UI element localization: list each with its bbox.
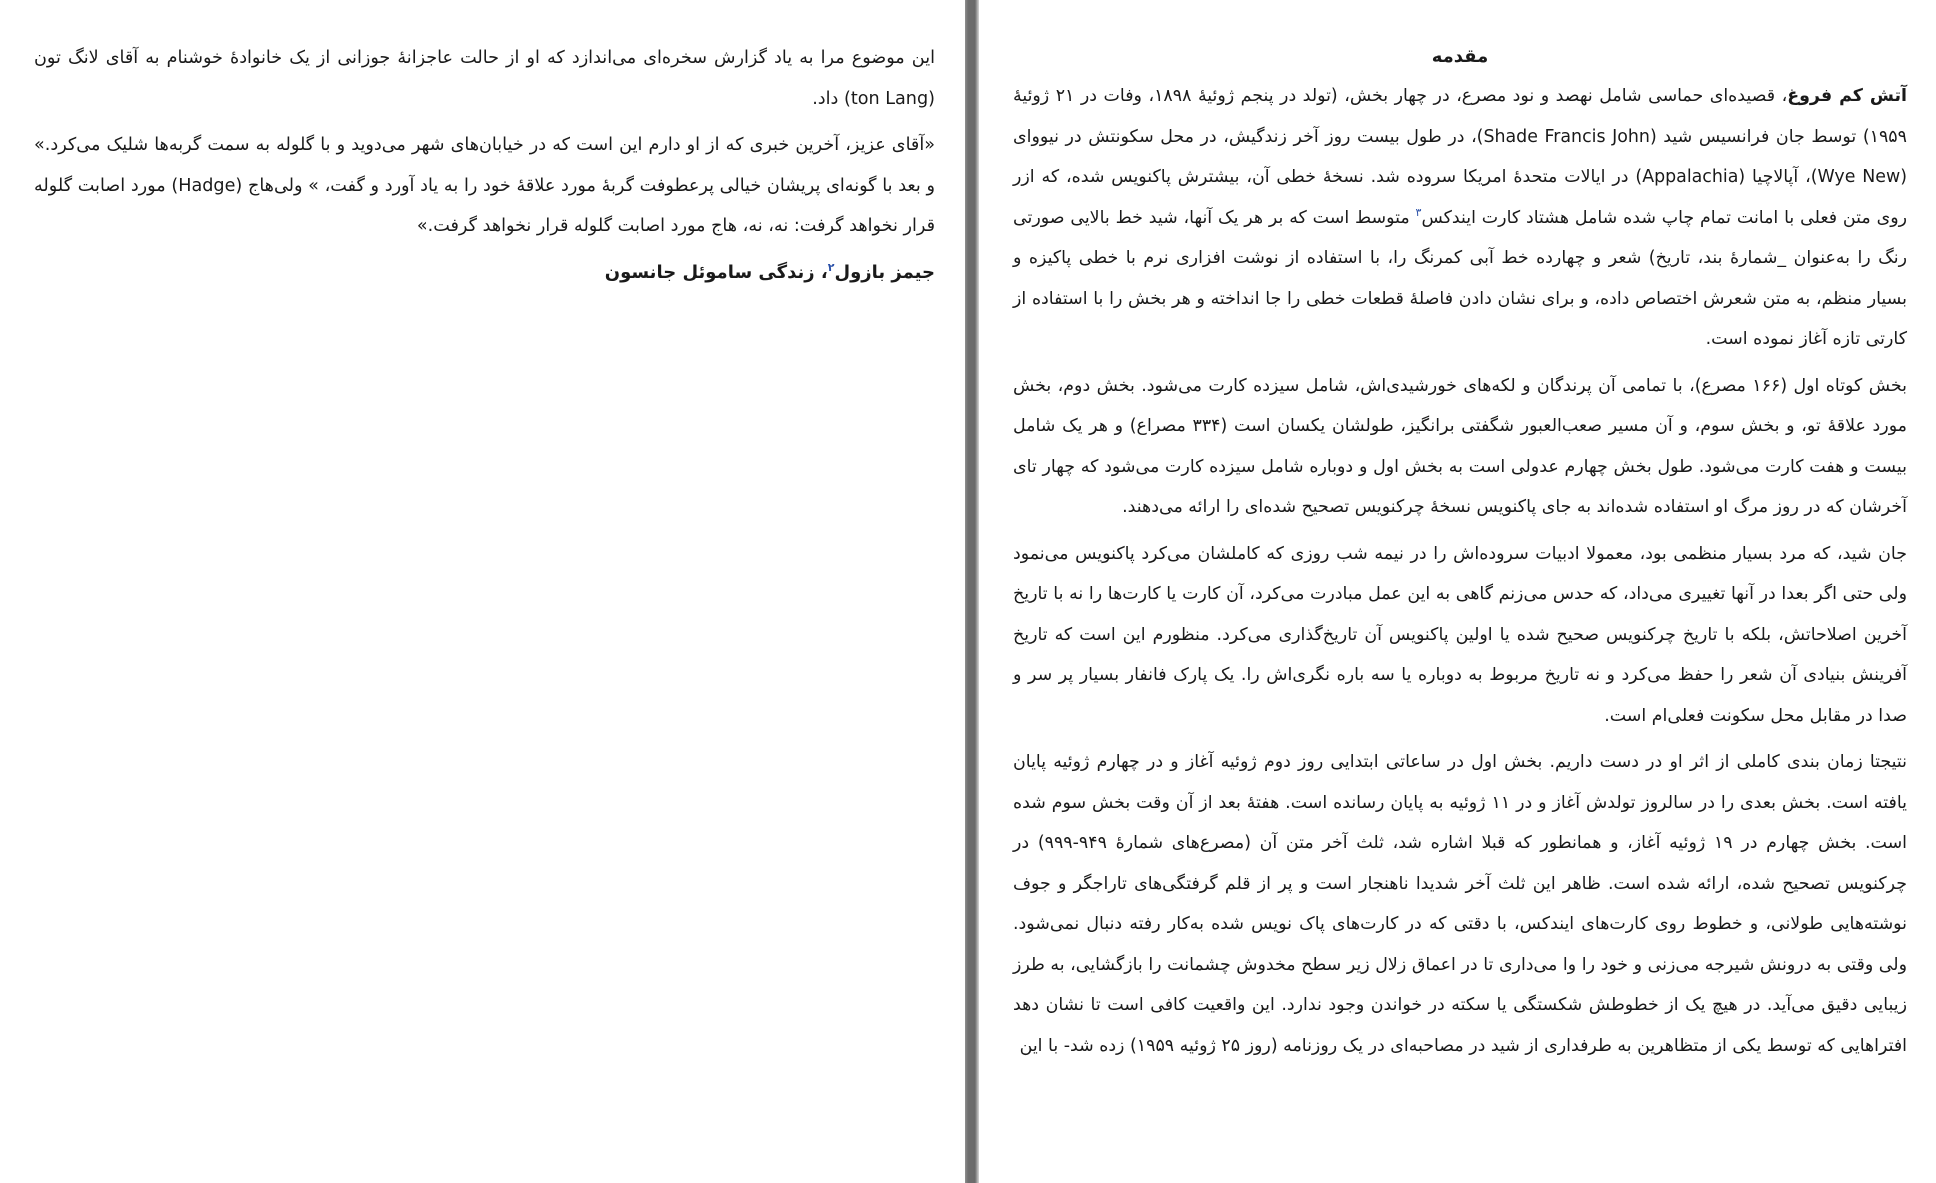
page-divider bbox=[965, 0, 979, 1183]
paragraph-chronology: نتیجتا زمان بندی کاملی از اثر او در دست داریم. بخش اول در ساعاتی ابتدایی روز دوم ژوئیه آغاز و در چهارم ژوئیه پایان یافته است. بخش بعدی را در سالروز تولدش آغاز و در ۱۱ ژوئیه به پایان رسانده است. هفتهٔ بعد از آن وقت بخش سوم شده است. بخش چهارم در ۱۹ ژوئیه آغاز، و همانطور که قبلا اشاره شد، ثلث آخر متن آن (مصرع‌های شمارهٔ ۹۴۹-۹۹۹) در چرکنویس تصحیح شده، ارائه شده است. ظاهر این ثلث آخر شدیدا ناهنجار است و پر از قلم گرفتگی‌های تاراجگر و جوف نوشته‌هایی طولانی، و خطوط روی کارت‌های ایندکس، با دقتی که در کارت‌های پاک نویس شده به‌کار رفته دنبال نمی‌شود. ولی وقتی به درونش شیرجه می‌زنی و خود را وا می‌داری تا در اعماق زلال زیر سطح مخدوش چشمانت را بازگشایی، به طرز زیبایی دقیق می‌آید. در هیچ یک از خطوطش شکستگی یا سکته در خواندن وجود ندارد. این واقعیت کافی است تا نشان دهد افتراهایی که توسط یکی از متظاهرین به طرفداری از شید در مصاحبه‌ای در یک روزنامه (روز ۲۵ ژوئیه ۱۹۵۹) زده شد- با این bbox=[1013, 752, 1908, 1056]
attribution bbox=[34, 253, 935, 293]
page-right bbox=[979, 0, 1936, 1183]
paragraph-langton: این موضوع مرا به یاد گزارش سخره‌ای می‌اندازد که او از حالت عاجزانهٔ جوزانی از یک خانوادهٔ خوشنام به آقای لانگ تون (ton Lang) داد. bbox=[34, 48, 935, 109]
paragraph-cantos: بخش کوتاه اول (۱۶۶ مصرع)، با تمامی آن پرندگان و لکه‌های خورشیدی‌اش، شامل سیزده کارت می‌شود. بخش دوم، بخش مورد علاقهٔ تو، و بخش سوم، و آن مسیر صعب‌العبور شگفتی برانگیز، طولشان یکسان است (۳۳۴ مصراع) و هر یک شامل بیست و هفت کارت می‌شود. طول بخش چهارم عدولی است به بخش اول و دوباره شامل سیزده کارت می‌شود که چهار تای آخرشان که در روز مرگ او استفاده شده‌اند به جای پاکنویس نسخهٔ چرکنویس تصحیح شده‌ای را ارائه می‌دهند. bbox=[1013, 375, 1907, 517]
paragraph-intro bbox=[1013, 76, 1907, 360]
paragraph-shade-habits: جان شید، که مرد بسیار منظمی بود، معمولا ادبیات سروده‌اش را در نیمه شب روزی که کاملشان می‌کرد پاکنویس می‌نمود ولی حتی اگر بعدا در آنها تغییری می‌داد، که حدس می‌زنم گاهی به این عمل مبادرت می‌کرد، آن کارت یا کارت‌ها را نه با تاریخ آخرین اصلاحاتش، بلکه با تاریخ چرکنویس صحیح شده یا اولین پاکنویس آن تاریخ‌گذاری می‌کرد. منظورم این است که تاریخ آفرینش بنیادی آن شعر را حفظ می‌کرد و نه تاریخ مربوط به دوباره یا سه باره نگری‌اش را. یک پارک فانفار بسیار پر سر و صدا در مقابل محل سکونت فعلی‌ام است. bbox=[1013, 543, 1907, 726]
page-title: مقدمه bbox=[1431, 46, 1489, 67]
attribution-author: جیمز بازول bbox=[834, 261, 935, 283]
poem-title: آتش کم فروغ bbox=[1787, 86, 1907, 106]
paragraph-intro-text-b: متوسط است که بر هر یک آنها، شید خط بالایی صورتی رنگ را به‌عنوان _شمارهٔ بند، تاریخ) شعر و چهارده خط آبی کمرنگ را، با استفاده از نوشت افزاری نرم با خطی پاکیزه و بسیار منظم، به متن شعرش اختصاص داده، و برای نشان دادن فاصلهٔ قطعات خطی را جا انداخته و هر بخش را با استفاده از کارتی تازه آغاز نموده است. bbox=[1013, 207, 1907, 349]
footnote-marker[interactable]: ۳ bbox=[1415, 205, 1422, 219]
attribution-work: ، زندگی ساموئل جانسون bbox=[604, 261, 828, 283]
paragraph-quote: «آقای عزیز، آخرین خبری که از او دارم این است که در خیابان‌های شهر می‌دوید و با گلوله به سمت گربه‌ها شلیک می‌کرد.» و بعد با گونه‌ای پریشان خیالی پرعطوفت گربهٔ مورد علاقهٔ خود را به یاد آورد و گفت، » ولی‌هاج (Hadge) مورد اصابت گلوله قرار نخواهد گرفت: نه، نه، هاج مورد اصابت گلوله قرار نخواهد گرفت.» bbox=[34, 135, 935, 236]
page-left bbox=[0, 0, 965, 1183]
footnote-marker[interactable]: ۲ bbox=[827, 260, 835, 274]
paragraph-intro-text-a: ، قصیده‌ای حماسی شامل نهصد و نود مصرع، در چهار بخش، (تولد در پنجم ژوئیهٔ ۱۸۹۸، وفات در ۲۱ ژوئیهٔ ۱۹۵۹) توسط جان فرانسیس شید (Shade Francis John)، در طول بیست روز آخر زندگیش، در محل سکونتش در نیووای (Wye New)، آپالاچیا (Appalachia) در ایالات متحدهٔ امریکا سروده شد. نسخهٔ خطی آن، بیشترش پاکنویس شده، که ازر روی متن فعلی با امانت تمام چاپ شده شامل هشتاد کارت ایندکس bbox=[1013, 86, 1907, 228]
